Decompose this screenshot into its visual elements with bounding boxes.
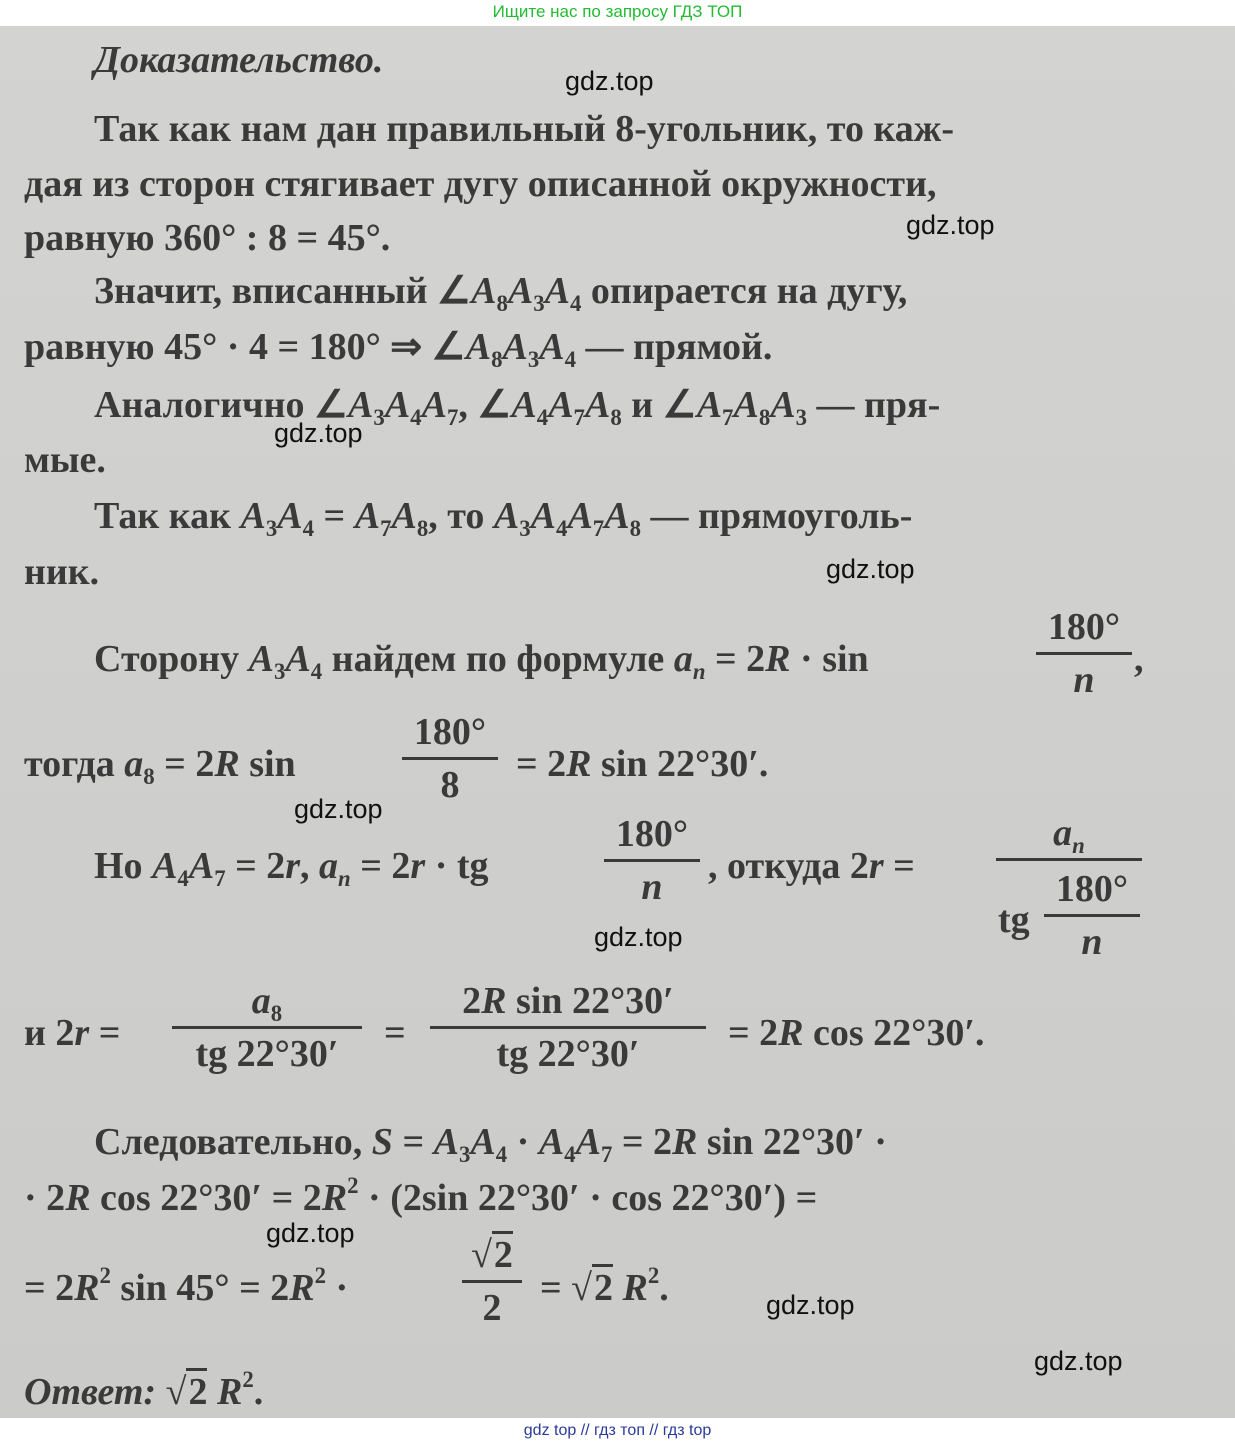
fraction-180-over-n-3: 180° n	[1044, 866, 1140, 965]
p3-line-1: Аналогично $\angle A_3A_4A_7$, $\angle A_4A_7A_8$ и $\angle A_7A_8A_3$ — пря-	[94, 384, 941, 430]
bottom-banner: gdz top // гдз топ // гдз top	[523, 1422, 712, 1439]
p3-line-2: мые.	[24, 439, 106, 481]
watermark-7: gdz.top	[266, 1218, 355, 1248]
watermark-3: gdz.top	[274, 418, 363, 448]
p1-line-1: Так как нам дан правильный 8-угольник, то каж-	[94, 108, 954, 150]
p7-line-3-end: = √2 $R^2$.	[540, 1262, 669, 1309]
p7-line-1: Следовательно, $S = A_3A_4 \cdot A_4A_7 = 2R$ sin 22°30′ ·	[94, 1121, 887, 1167]
fraction-sqrt2-over-2: √2 2	[462, 1232, 522, 1331]
fraction-180-over-n-2: 180° n	[604, 811, 700, 910]
fraction-an-over-tg: $a_n$	[996, 810, 1142, 863]
watermark-1: gdz.top	[565, 66, 654, 96]
p4-line-2: ник.	[24, 551, 100, 593]
watermark-5: gdz.top	[294, 794, 383, 824]
p6-line-1-mid: , откуда 2r =	[708, 845, 915, 887]
p4-line-1: Так как $A_3A_4 = A_7A_8$, то $A_3A_4A_7A_8$ — прямоуголь-	[94, 495, 913, 541]
tg-label: tg	[998, 899, 1030, 941]
p5-line-1: Сторону $A_3A_4$ найдем по формуле $a_n = 2R \cdot \sin$	[94, 638, 869, 684]
watermark-4: gdz.top	[826, 554, 915, 584]
equals-sign-1: =	[384, 1012, 406, 1054]
watermark-9: gdz.top	[1034, 1346, 1123, 1376]
p6-line-2-end: = 2R cos 22°30′.	[728, 1012, 985, 1054]
textbook-page	[0, 26, 1235, 1418]
fraction-180-over-n: 180° n	[1036, 604, 1132, 703]
answer-line: Ответ: √2 $R^2$.	[24, 1366, 264, 1413]
watermark-8: gdz.top	[766, 1290, 855, 1320]
fraction-a8-over-tg: $a_8$ tg 22°30′	[172, 978, 362, 1077]
p6-line-2-start: и 2r =	[24, 1012, 121, 1054]
p5-line-2-end: = 2R sin 22°30′.	[516, 743, 769, 785]
fraction-sin-over-tg: 2R sin 22°30′ tg 22°30′	[430, 978, 706, 1077]
top-banner: Ищите нас по запросу ГДЗ ТОП	[492, 2, 743, 21]
watermark-2: gdz.top	[906, 210, 995, 240]
p7-line-2: · 2R $\cos 22^\circ 30' = 2R^2 \cdot (2\sin$ 22°30′ · cos 22°30′) =	[24, 1172, 818, 1219]
p2-line-1: Значит, вписанный $\angle A_8A_3A_4$ опирается на дугу,	[94, 270, 908, 316]
p1-line-2: дая из сторон стягивает дугу описанной окружности,	[24, 163, 937, 205]
p6-line-1-start: Но $A_4A_7 = 2r$, $a_n = 2r$ · tg	[94, 845, 489, 891]
p2-line-2: равную 45° · 4 = 180° ⇒ $\angle A_8A_3A_4$ — прямой.	[24, 326, 773, 372]
p5-line-1-comma: ,	[1134, 638, 1144, 680]
p5-line-2-start: тогда $a_8 = 2R$ sin	[24, 743, 296, 789]
proof-heading: Доказательство.	[94, 39, 384, 81]
fraction-180-over-8: 180° 8	[402, 709, 498, 808]
p7-line-3-start: = $2R^2$ $\sin 45^\circ = 2R^2$ ·	[24, 1262, 349, 1309]
p1-line-3: равную 360° : 8 = 45°.	[24, 217, 391, 259]
watermark-6: gdz.top	[594, 922, 683, 952]
